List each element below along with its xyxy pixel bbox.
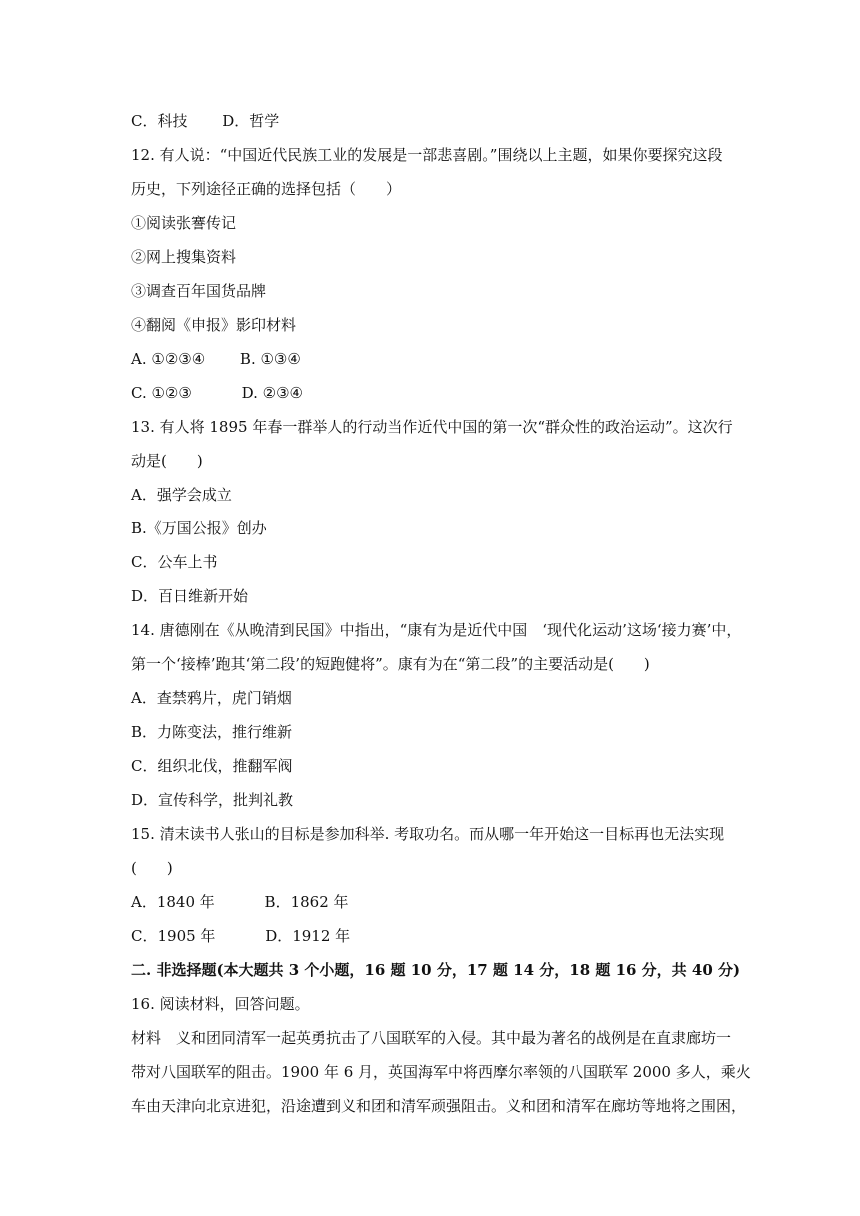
list-item: ③调查百年国货品牌 bbox=[131, 282, 267, 300]
section-heading: 二. 非选择题(本大题共 3 个小题，16 题 10 分，17 题 14 分，18 题 16 分，共 40 分) bbox=[131, 961, 741, 979]
answer-option: A．强学会成立 bbox=[131, 486, 232, 504]
material-text: 带对八国联军的阻击。1900 年 6 月，英国海军中将西摩尔率领的八国联军 2000 多人，乘火 bbox=[131, 1063, 751, 1081]
text-line: ( ) bbox=[131, 859, 173, 877]
text-line: C．科技 D．哲学 bbox=[131, 112, 280, 130]
answer-options: A. ①②③④ B. ①③④ bbox=[131, 350, 301, 368]
question-15-stem: 15. 清末读书人张山的目标是参加科举. 考取功名。而从哪一年开始这一目标再也无法实现 bbox=[131, 825, 725, 843]
answer-options: A．1840 年 B．1862 年 bbox=[131, 893, 349, 911]
answer-options: C. ①②③ D. ②③④ bbox=[131, 384, 303, 402]
text-line: 动是( ) bbox=[131, 452, 203, 470]
text-line: 第一个‘接棒’跑其‘第二段’的短跑健将”。康有为在“第二段”的主要活动是( ) bbox=[131, 655, 650, 673]
material-text: 材料 义和团同清军一起英勇抗击了八国联军的入侵。其中最为著名的战例是在直隶廊坊一 bbox=[131, 1029, 732, 1047]
answer-option: C．组织北伐，推翻军阀 bbox=[131, 757, 293, 775]
question-14-stem: 14. 唐德刚在《从晚清到民国》中指出，“康有为是近代中国 ‘现代化运动’这场‘接力赛’中， bbox=[131, 621, 742, 639]
material-text: 车由天津向北京进犯，沿途遭到义和团和清军顽强阻击。义和团和清军在廊坊等地将之围困， bbox=[131, 1097, 747, 1115]
answer-option: D．百日维新开始 bbox=[131, 587, 249, 605]
list-item: ②网上搜集资料 bbox=[131, 248, 237, 266]
question-13-stem: 13. 有人将 1895 年春一群举人的行动当作近代中国的第一次“群众性的政治运动”。这次行 bbox=[131, 418, 733, 436]
answer-option: D．宣传科学，批判礼教 bbox=[131, 791, 294, 809]
list-item: ④翻阅《申报》影印材料 bbox=[131, 316, 297, 334]
answer-options: C．1905 年 D．1912 年 bbox=[131, 927, 351, 945]
question-16-stem: 16. 阅读材料，回答问题。 bbox=[131, 995, 310, 1013]
question-12-stem: 12. 有人说：“中国近代民族工业的发展是一部悲喜剧。”围绕以上主题，如果你要探究这段 bbox=[131, 146, 723, 164]
answer-option: B.《万国公报》创办 bbox=[131, 519, 267, 537]
answer-option: C．公车上书 bbox=[131, 553, 218, 571]
answer-option: B．力陈变法，推行维新 bbox=[131, 723, 293, 741]
list-item: ①阅读张謇传记 bbox=[131, 214, 237, 232]
answer-option: A．查禁鸦片，虎门销烟 bbox=[131, 689, 292, 707]
text-line: 历史，下列途径正确的选择包括（ ） bbox=[131, 180, 402, 198]
